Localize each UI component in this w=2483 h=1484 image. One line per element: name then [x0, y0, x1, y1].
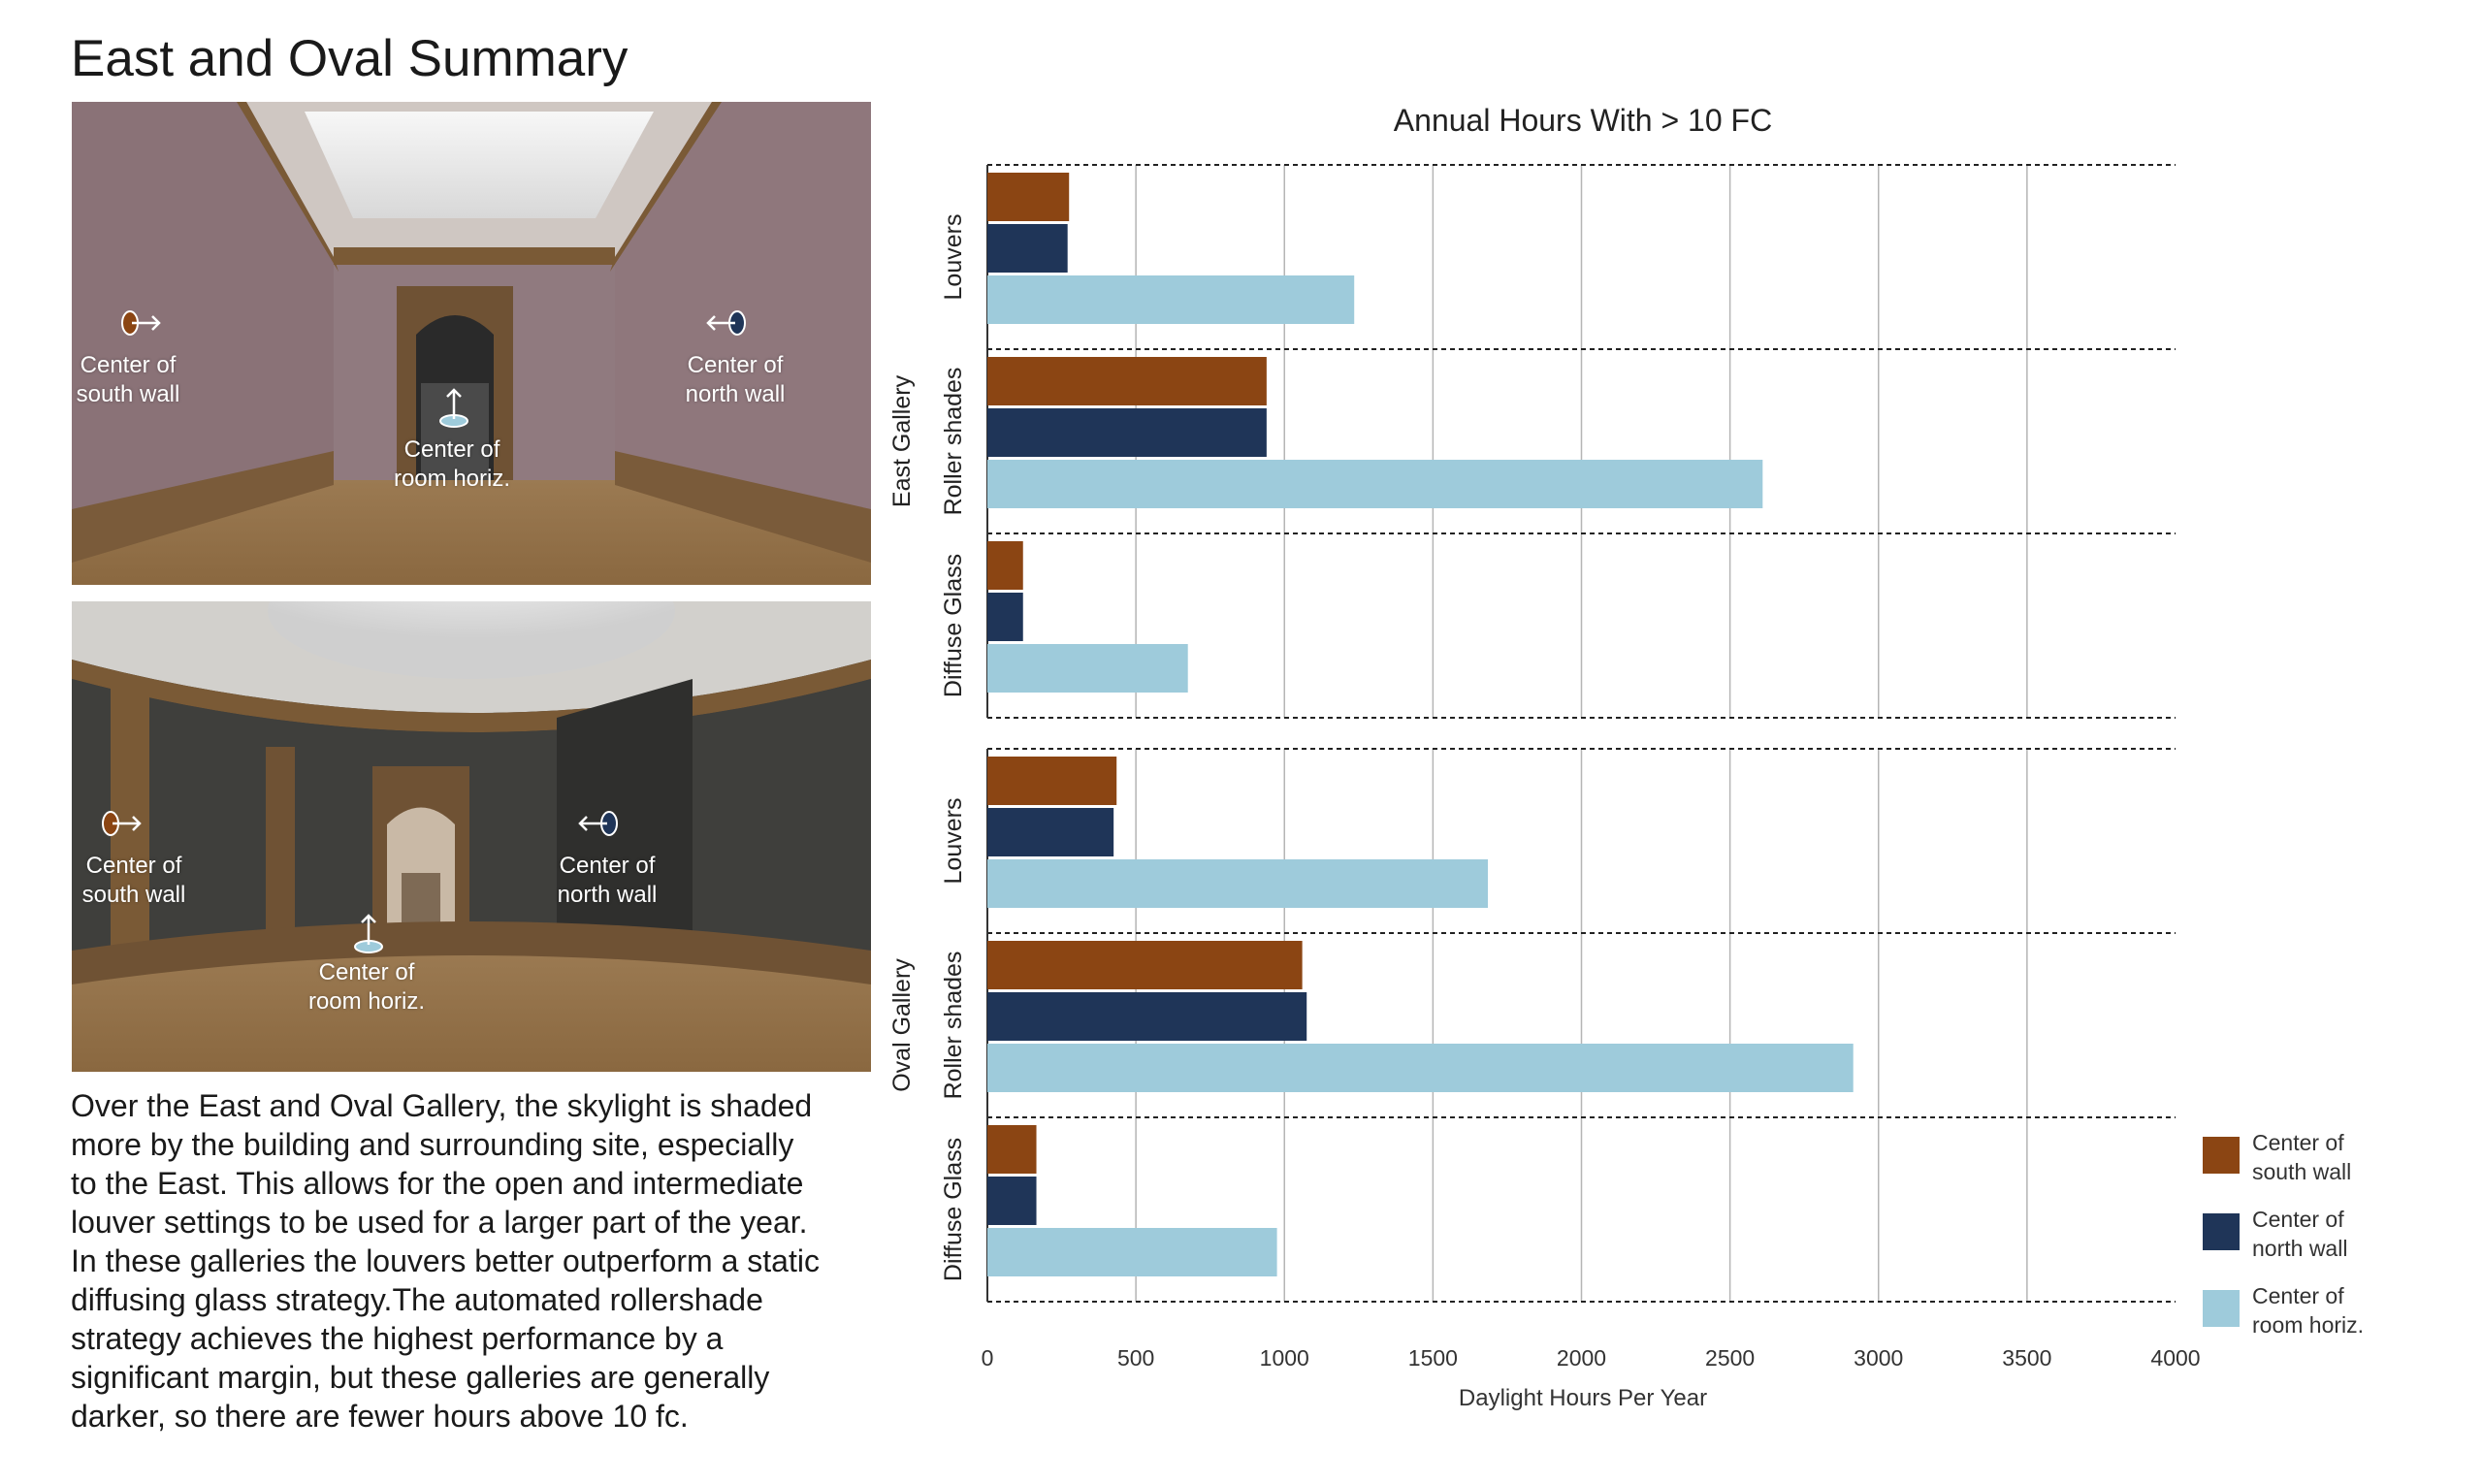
x-tick-label: 3500: [2002, 1345, 2052, 1371]
east-north-wall-label: Center of north wall: [685, 352, 786, 407]
oval-north-wall-label: Center of north wall: [557, 853, 658, 908]
legend-label: south wall: [2252, 1159, 2352, 1184]
group-label: East Gallery: [888, 374, 916, 508]
legend-label: Center of: [2252, 1130, 2344, 1155]
bar: [987, 1125, 1037, 1174]
bar: [987, 460, 1762, 508]
x-axis-label: Daylight Hours Per Year: [1458, 1385, 1708, 1411]
bar: [987, 1177, 1037, 1225]
bar: [987, 224, 1068, 273]
bar: [987, 808, 1113, 856]
group-label: Oval Gallery: [888, 958, 916, 1092]
legend-swatch: [2203, 1290, 2240, 1327]
bar: [987, 941, 1303, 989]
subgroup-label: Diffuse Glass: [940, 553, 967, 698]
east-room-horiz-label: Center of room horiz.: [393, 436, 511, 492]
x-tick-label: 1000: [1259, 1345, 1309, 1371]
bar: [987, 408, 1267, 457]
legend-label: north wall: [2252, 1236, 2348, 1261]
legend-label: Center of: [2252, 1207, 2344, 1232]
legend-label: room horiz.: [2252, 1312, 2365, 1338]
x-tick-label: 1500: [1407, 1345, 1458, 1371]
bar: [987, 541, 1023, 590]
bar: [987, 757, 1116, 805]
bar: [987, 644, 1188, 693]
oval-south-wall-label: Center of south wall: [81, 853, 186, 908]
page-title: East and Oval Summary: [71, 30, 629, 87]
x-tick-label: 2500: [1705, 1345, 1756, 1371]
subgroup-label: Louvers: [940, 797, 967, 885]
oval-room-horiz-label: Center of room horiz.: [307, 959, 426, 1015]
east-south-wall-label: Center of south wall: [76, 352, 180, 407]
subgroup-label: Diffuse Glass: [940, 1137, 967, 1282]
x-tick-label: 3000: [1854, 1345, 1904, 1371]
subgroup-label: Louvers: [940, 213, 967, 301]
bar: [987, 992, 1306, 1041]
legend-swatch: [2203, 1213, 2240, 1250]
x-tick-label: 500: [1116, 1345, 1155, 1371]
subgroup-label: Roller shades: [940, 367, 967, 516]
bar: [987, 173, 1069, 221]
chart-title: Annual Hours With > 10 FC: [1393, 103, 1773, 138]
bar: [987, 593, 1023, 641]
bar: [987, 859, 1488, 908]
summary-paragraph: Over the East and Oval Gallery, the skylight is shaded more by the building and surrounding site, especially to the East. This allows for the open and intermediate louver settings to be used for a larger part of the year. In these galleries the louvers better outperform a static diffusing glass strategy.The automated rollershade strategy achieves the highest performance by a significant margin, but these galleries are generally darker, so there are fewer hours above 10 fc.: [71, 1088, 820, 1434]
bar: [987, 357, 1267, 405]
legend-swatch: [2203, 1137, 2240, 1174]
subgroup-label: Roller shades: [940, 951, 967, 1100]
bar: [987, 1044, 1854, 1092]
legend-label: Center of: [2252, 1283, 2344, 1308]
bar: [987, 1228, 1277, 1276]
x-tick-label: 2000: [1556, 1345, 1607, 1371]
x-tick-label: 0: [981, 1345, 994, 1371]
bar: [987, 275, 1354, 324]
x-tick-label: 4000: [2150, 1345, 2201, 1371]
